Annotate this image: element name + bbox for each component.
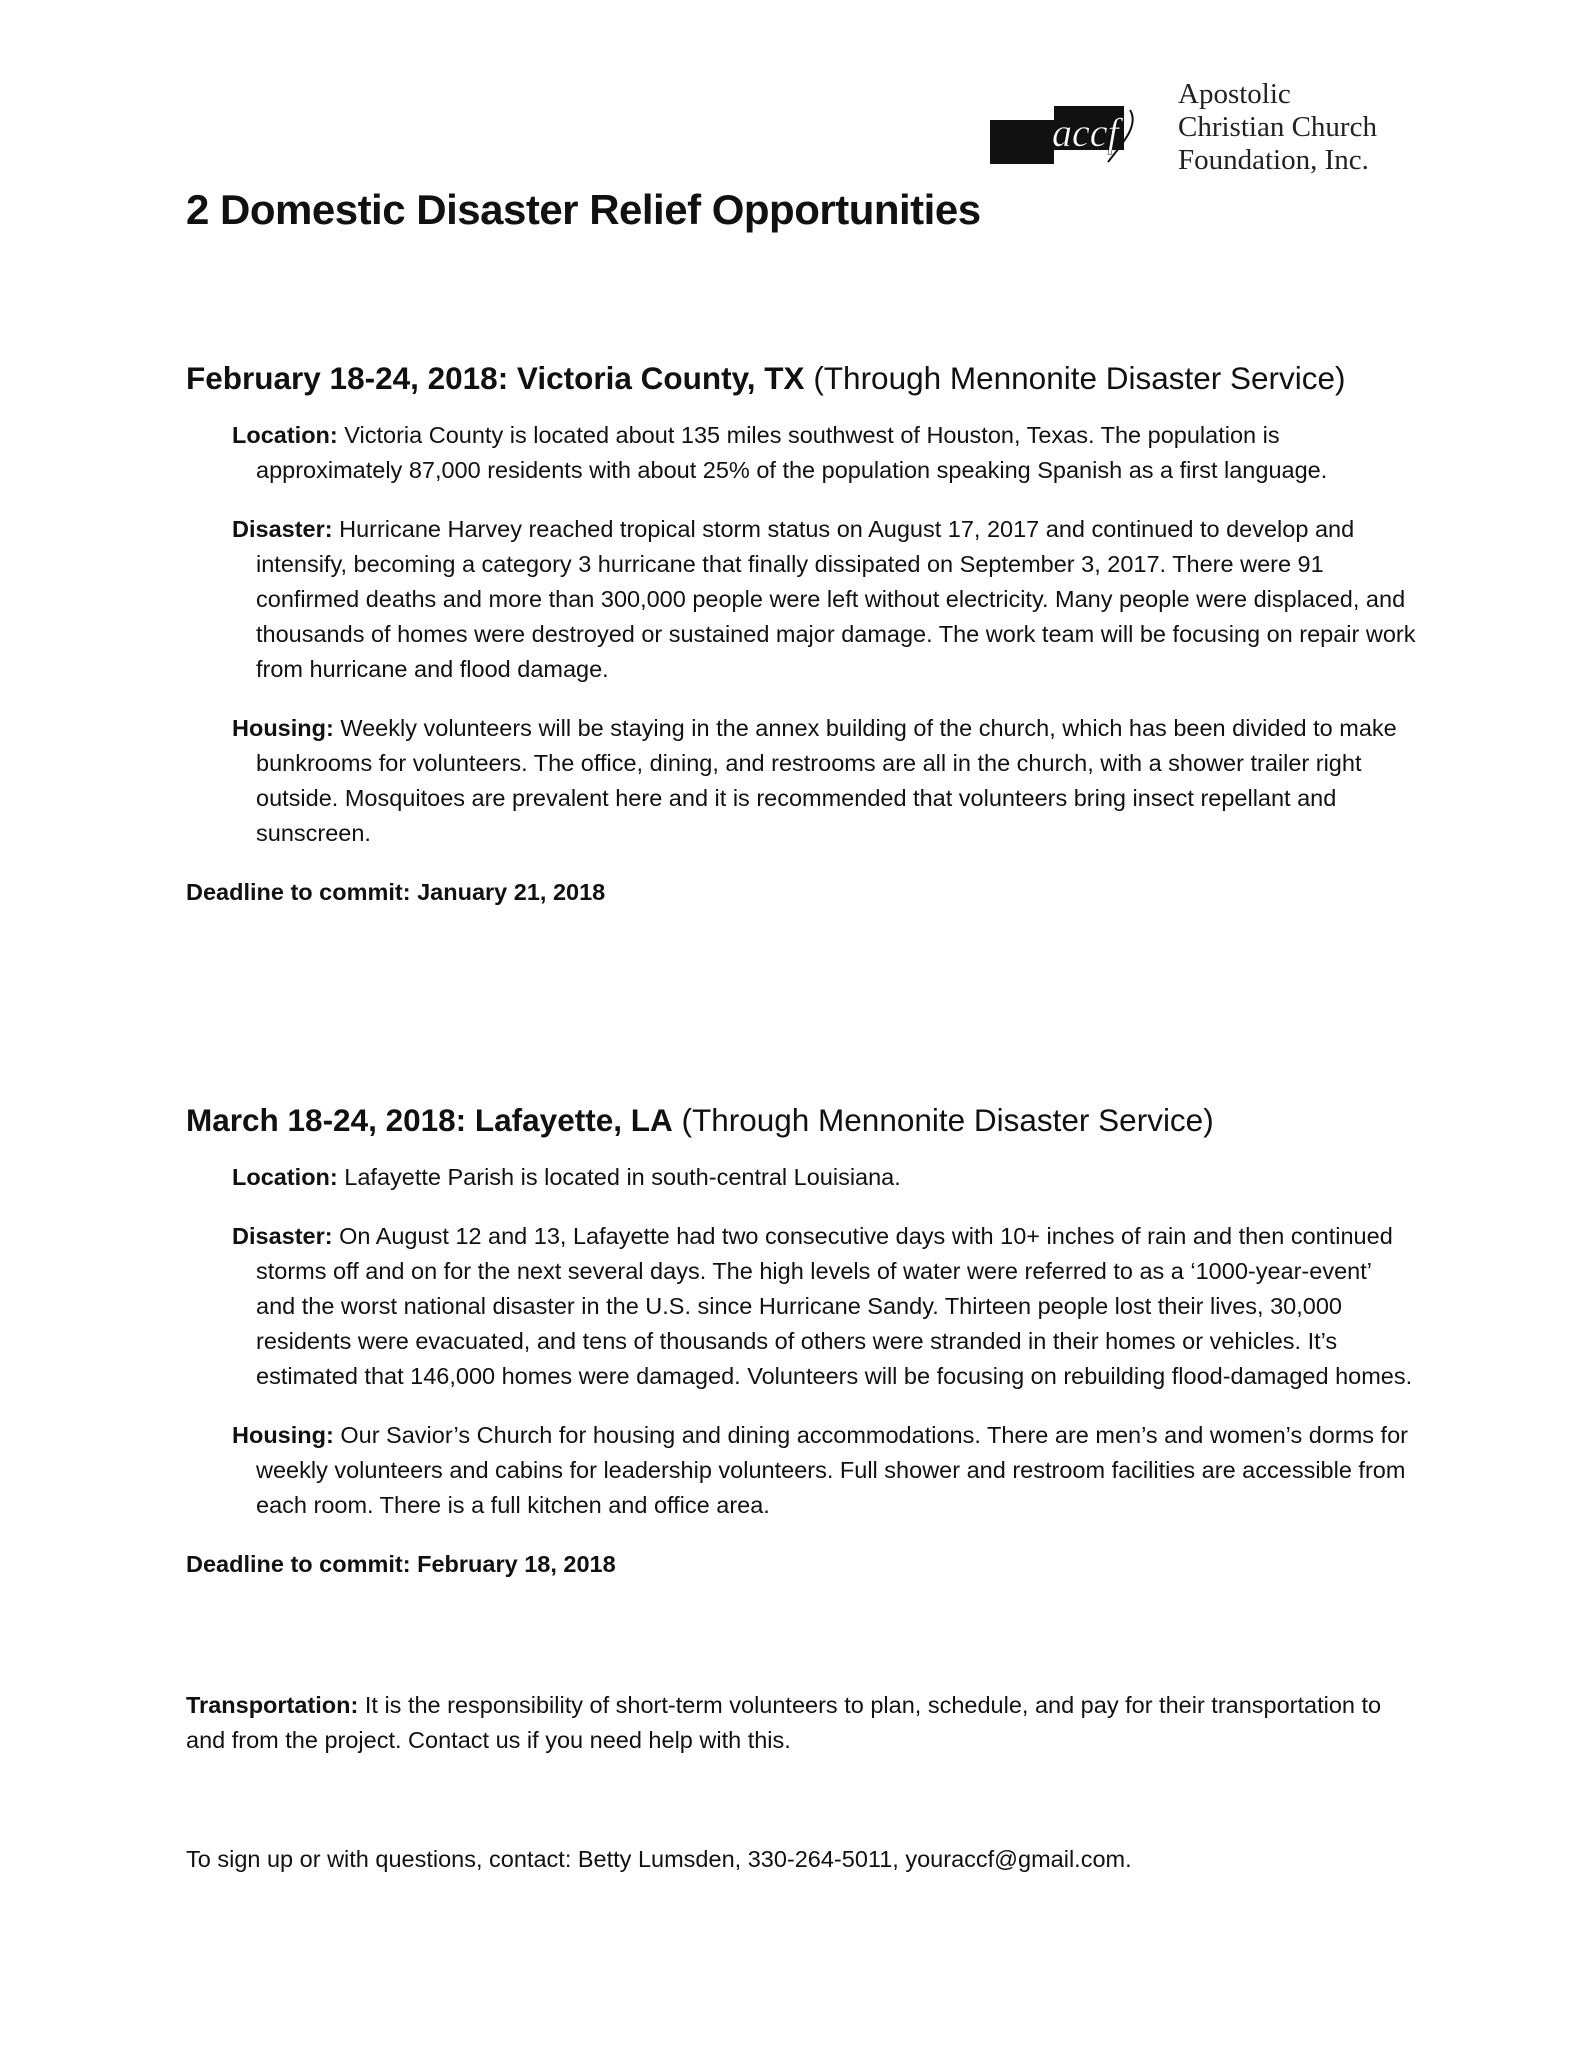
housing-paragraph xyxy=(232,1418,1416,1523)
accf-logo-mark xyxy=(990,106,1170,164)
disaster-text: On August 12 and 13, Lafayette had two consecutive days with 10+ inches of rain and then continued storms off and on for the next several days. The high levels of water were referred to as a ‘1000-year-event’ and the worst national disaster in the U.S. since Hurricane Sandy. Thirteen people lost their lives, 30,000 residents were evacuated, and tens of thousands of others were stranded in their homes or vehicles. It’s estimated that 146,000 homes were damaged. Volunteers will be focusing on rebuilding flood-damaged homes. xyxy=(256,1223,1413,1389)
logo-line-1: Apostolic xyxy=(1178,78,1291,110)
page-title: 2 Domestic Disaster Relief Opportunities xyxy=(186,186,981,233)
logo-line-2: Christian Church xyxy=(1178,111,1377,143)
logo-wordmark xyxy=(1178,78,1377,177)
location-text: Victoria County is located about 135 miles southwest of Houston, Texas. The population is approximately 87,000 residents with about 25% of the population speaking Spanish as a first language. xyxy=(256,422,1328,483)
housing-paragraph xyxy=(232,711,1416,851)
opportunity-victoria-county xyxy=(186,358,1416,910)
section-heading xyxy=(186,1100,1416,1140)
opportunity-lafayette xyxy=(186,1100,1416,1582)
location-paragraph xyxy=(232,1160,1416,1195)
location-label: Location: xyxy=(232,1164,338,1190)
disaster-text: Hurricane Harvey reached tropical storm status on August 17, 2017 and continued to develop and intensify, becoming a category 3 hurricane that finally dissipated on September 3, 2017. There were 91 confirmed deaths and more than 300,000 people were left without electricity. Many people were displaced, and thousands of homes were destroyed or sustained major damage. The work team will be focusing on repair work from hurricane and flood damage. xyxy=(256,516,1416,682)
contact-line: To sign up or with questions, contact: Betty Lumsden, 330-264-5011, youraccf@gmail.com. xyxy=(186,1846,1132,1872)
transportation-text: It is the responsibility of short-term volunteers to plan, schedule, and pay for their transportation to and from the project. Contact us if you need help with this. xyxy=(186,1692,1382,1753)
disaster-label: Disaster: xyxy=(232,516,333,542)
housing-label: Housing: xyxy=(232,715,334,741)
housing-label: Housing: xyxy=(232,1422,334,1448)
section-heading-organization: (Through Mennonite Disaster Service) xyxy=(672,1102,1214,1138)
section-heading-date-location: March 18-24, 2018: Lafayette, LA xyxy=(186,1102,673,1138)
commit-deadline: Deadline to commit: February 18, 2018 xyxy=(186,1551,616,1577)
location-label: Location: xyxy=(232,422,338,448)
transportation-label: Transportation: xyxy=(186,1692,359,1718)
housing-text: Weekly volunteers will be staying in the annex building of the church, which has been divided to make bunkrooms for volunteers. The office, dining, and restrooms are all in the church, with a shower trailer right outside. Mosquitoes are prevalent here and it is recommended that volunteers bring insect repellant and sunscreen. xyxy=(256,715,1397,846)
location-text: Lafayette Parish is located in south-central Louisiana. xyxy=(337,1164,901,1190)
housing-text: Our Savior’s Church for housing and dining accommodations. There are men’s and women’s dorms for weekly volunteers and cabins for leadership volunteers. Full shower and restroom facilities are accessible from each room. There is a full kitchen and office area. xyxy=(256,1422,1408,1518)
section-heading-organization: (Through Mennonite Disaster Service) xyxy=(804,360,1346,396)
transportation-paragraph xyxy=(186,1688,1416,1758)
section-heading xyxy=(186,358,1416,398)
disaster-paragraph xyxy=(232,1219,1416,1394)
location-paragraph xyxy=(232,418,1416,488)
svg-text:accf: accf xyxy=(1052,110,1119,155)
organization-logo xyxy=(990,78,1410,178)
disaster-label: Disaster: xyxy=(232,1223,333,1249)
commit-deadline: Deadline to commit: January 21, 2018 xyxy=(186,879,606,905)
section-heading-date-location: February 18-24, 2018: Victoria County, TX xyxy=(186,360,805,396)
disaster-paragraph xyxy=(232,512,1416,687)
logo-line-3: Foundation, Inc. xyxy=(1178,144,1369,176)
